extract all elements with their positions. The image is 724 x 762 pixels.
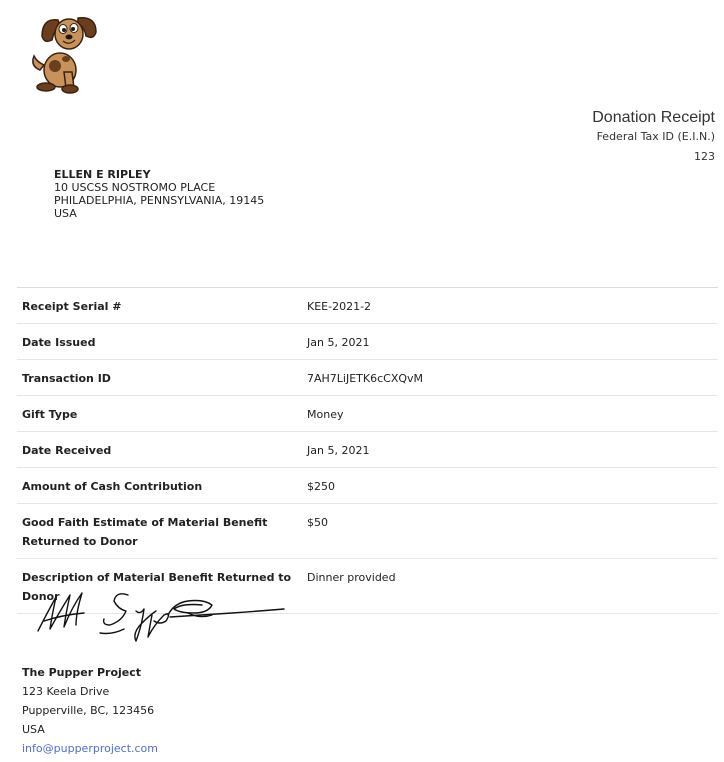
receipt-title: Donation Receipt: [592, 109, 715, 126]
row-value: $50: [302, 504, 718, 559]
table-row: [17, 324, 718, 360]
row-label: Transaction ID: [17, 360, 302, 396]
row-value: Dinner provided: [302, 559, 718, 614]
organization-address-line2: Pupperville, BC, 123456: [22, 704, 155, 717]
row-value: 7AH7LiJETK6cCXQvM: [302, 360, 718, 396]
donor-address-line2: PHILADELPHIA, PENNSYLVANIA, 19145: [54, 194, 265, 207]
table-row: [17, 432, 718, 468]
organization-email-link[interactable]: info@pupperproject.com: [22, 742, 159, 755]
row-value: Jan 5, 2021: [302, 432, 718, 468]
table-row: [17, 504, 718, 559]
tax-id-label: Federal Tax ID (E.I.N.): [596, 130, 715, 143]
table-row: [17, 360, 718, 396]
donor-address-line1: 10 USCSS NOSTROMO PLACE: [54, 181, 216, 194]
donor-address: [54, 168, 264, 220]
row-value: Jan 5, 2021: [302, 324, 718, 360]
row-label: Description of Material Benefit Returned to Donor: [17, 559, 302, 614]
organization-address: [22, 663, 158, 758]
row-label: Amount of Cash Contribution: [17, 468, 302, 504]
row-label: Date Received: [17, 432, 302, 468]
receipt-details-table: [17, 287, 718, 614]
tax-id-value: 123: [694, 150, 715, 163]
receipt-header: [592, 108, 715, 165]
row-label: Date Issued: [17, 324, 302, 360]
organization-country: USA: [22, 723, 45, 736]
row-value: KEE-2021-2: [302, 288, 718, 324]
donor-country: USA: [54, 207, 77, 220]
organization-address-line1: 123 Keela Drive: [22, 685, 110, 698]
row-label: Good Faith Estimate of Material Benefit Returned to Donor: [17, 504, 302, 559]
donor-name: ELLEN E RIPLEY: [54, 168, 151, 181]
row-label: Gift Type: [17, 396, 302, 432]
row-value: $250: [302, 468, 718, 504]
dog-logo-icon: [28, 10, 102, 94]
organization-name: The Pupper Project: [22, 666, 142, 679]
table-row: [17, 468, 718, 504]
row-label: Receipt Serial #: [17, 288, 302, 324]
table-row: [17, 396, 718, 432]
signature-icon: [32, 585, 292, 647]
table-row: [17, 288, 718, 324]
row-value: Money: [302, 396, 718, 432]
